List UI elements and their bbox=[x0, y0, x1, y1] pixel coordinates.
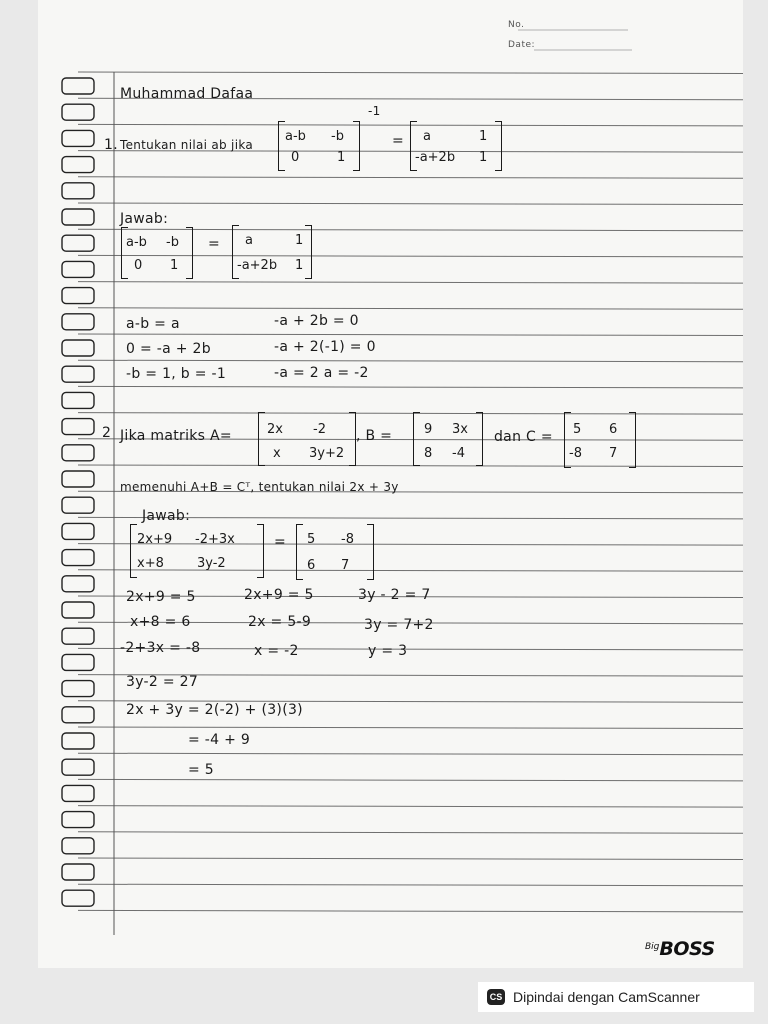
problem1-answer-equals: = bbox=[208, 236, 221, 252]
p1-step-right-1: -a + 2b = 0 bbox=[274, 313, 359, 329]
problem1-matrix-right bbox=[410, 121, 502, 171]
bigboss-logo bbox=[645, 938, 715, 960]
ruled-line bbox=[78, 360, 743, 362]
ruled-line bbox=[78, 413, 743, 415]
p2-step-c1-4: 3y-2 = 27 bbox=[126, 674, 199, 690]
problem1-answer-label: Jawab: bbox=[120, 211, 169, 227]
ruled-line bbox=[78, 884, 743, 886]
ruled-line bbox=[78, 72, 743, 74]
problem2-answer-label: Jawab: bbox=[142, 508, 191, 524]
binding-hole bbox=[62, 785, 94, 801]
binding-hole bbox=[62, 392, 94, 408]
problem2-prompt-line2: memenuhi A+B = Cᵀ, tentukan nilai 2x + 3y bbox=[120, 480, 399, 494]
ruled-line bbox=[78, 203, 743, 205]
matrix-cell: 6 bbox=[307, 558, 316, 573]
problem1-exponent: -1 bbox=[368, 104, 381, 118]
matrix-cell: -2 bbox=[313, 422, 326, 437]
p2-step-c1-2: x+8 = 6 bbox=[130, 614, 191, 630]
brand-small: Big bbox=[645, 942, 660, 952]
binding-hole bbox=[62, 104, 94, 120]
matrix-cell: -4 bbox=[452, 446, 465, 461]
problem2-b-label: , B = bbox=[356, 428, 393, 444]
binding-hole bbox=[62, 183, 94, 199]
no-label: No. bbox=[508, 20, 525, 30]
notebook-page bbox=[38, 0, 743, 968]
problem1-answer-matrix-left bbox=[121, 227, 193, 279]
matrix-cell: a-b bbox=[285, 129, 306, 144]
binding-hole bbox=[62, 681, 94, 697]
binding-hole bbox=[62, 707, 94, 723]
p1-step-right-2: -a + 2(-1) = 0 bbox=[274, 339, 376, 355]
p2-step-c2-2: 2x = 5-9 bbox=[248, 614, 312, 630]
matrix-cell: -b bbox=[166, 235, 179, 250]
matrix-cell: -2+3x bbox=[195, 532, 235, 547]
binding-hole bbox=[62, 523, 94, 539]
binding-hole bbox=[62, 419, 94, 435]
matrix-cell: 7 bbox=[609, 446, 618, 461]
p2-step-c1-1: 2x+9 = 5 bbox=[126, 589, 196, 605]
binding-hole bbox=[62, 759, 94, 775]
matrix-cell: -a+2b bbox=[415, 150, 456, 165]
ruled-line bbox=[78, 753, 743, 755]
matrix-cell: 1 bbox=[479, 150, 488, 165]
p1-step-left-1: a-b = a bbox=[126, 316, 180, 332]
p2-final-line-1: 2x + 3y = 2(-2) + (3)(3) bbox=[126, 702, 303, 718]
binding-hole bbox=[62, 130, 94, 146]
ruled-line bbox=[78, 910, 743, 912]
binding-hole bbox=[62, 261, 94, 277]
binding-hole bbox=[62, 890, 94, 906]
binding-hole bbox=[62, 812, 94, 828]
ruled-line bbox=[78, 832, 743, 834]
problem1-matrix-left bbox=[278, 121, 360, 171]
brand-large: BOSS bbox=[659, 938, 715, 960]
p2-final-line-3: = 5 bbox=[188, 762, 214, 778]
problem2-c-label: dan C = bbox=[494, 429, 553, 445]
matrix-cell: x+8 bbox=[137, 556, 164, 571]
matrix-cell: 7 bbox=[341, 558, 350, 573]
matrix-cell: 5 bbox=[307, 532, 316, 547]
matrix-cell: 1 bbox=[170, 258, 179, 273]
matrix-cell: x bbox=[273, 446, 281, 461]
binding-hole bbox=[62, 628, 94, 644]
matrix-cell: 1 bbox=[337, 150, 346, 165]
problem1-number: 1. bbox=[104, 137, 118, 153]
p2-step-c2-3: x = -2 bbox=[254, 643, 299, 659]
ruled-line bbox=[78, 308, 743, 310]
binding-hole bbox=[62, 838, 94, 854]
matrix-cell: 2x bbox=[267, 422, 283, 437]
ruled-line bbox=[78, 858, 743, 860]
binding-hole bbox=[62, 209, 94, 225]
problem2-number: 2 bbox=[102, 425, 112, 441]
ruled-line bbox=[78, 465, 743, 467]
problem1-answer-matrix-right bbox=[232, 225, 312, 279]
problem2-answer-equals: = bbox=[274, 534, 287, 550]
binding-hole bbox=[62, 235, 94, 251]
ruled-line bbox=[78, 727, 743, 729]
problem1-prompt: Tentukan nilai ab jika bbox=[120, 138, 254, 152]
p1-step-left-3: -b = 1, b = -1 bbox=[126, 366, 227, 382]
binding-hole bbox=[62, 497, 94, 513]
binding-hole bbox=[62, 340, 94, 356]
matrix-cell: 3x bbox=[452, 422, 468, 437]
binding-hole bbox=[62, 314, 94, 330]
camscanner-icon: CS bbox=[487, 989, 505, 1005]
binding-hole bbox=[62, 157, 94, 173]
matrix-cell: 1 bbox=[295, 258, 304, 273]
problem2-prompt-prefix: Jika matriks A= bbox=[120, 428, 232, 444]
p2-final-line-2: = -4 + 9 bbox=[188, 732, 251, 748]
binding-hole bbox=[62, 445, 94, 461]
matrix-cell: 1 bbox=[295, 233, 304, 248]
p1-step-right-3: -a = 2 a = -2 bbox=[274, 365, 369, 381]
p2-step-c3-3: y = 3 bbox=[368, 643, 408, 659]
ruled-line bbox=[78, 386, 743, 388]
binding-hole bbox=[62, 366, 94, 382]
date-label: Date: bbox=[508, 40, 536, 50]
binding-hole bbox=[62, 602, 94, 618]
ruled-line bbox=[78, 806, 743, 808]
p2-step-c3-2: 3y = 7+2 bbox=[364, 617, 434, 633]
matrix-cell: 9 bbox=[424, 422, 433, 437]
matrix-cell: 0 bbox=[134, 258, 143, 273]
camscanner-watermark bbox=[478, 982, 754, 1012]
p2-step-c3-1: 3y - 2 = 7 bbox=[358, 587, 431, 603]
problem2-answer-matrix-left bbox=[130, 524, 264, 578]
ruled-line bbox=[78, 779, 743, 781]
matrix-cell: 1 bbox=[479, 129, 488, 144]
binding-hole bbox=[62, 78, 94, 94]
ruled-line bbox=[78, 334, 743, 336]
matrix-cell: a-b bbox=[126, 235, 147, 250]
ruled-line bbox=[78, 282, 743, 284]
binding-hole bbox=[62, 864, 94, 880]
matrix-cell: 0 bbox=[291, 150, 300, 165]
matrix-a bbox=[258, 412, 356, 466]
binding-hole bbox=[62, 288, 94, 304]
matrix-cell: 8 bbox=[424, 446, 433, 461]
p1-step-left-2: 0 = -a + 2b bbox=[126, 341, 211, 357]
matrix-cell: a bbox=[423, 129, 431, 144]
matrix-cell: -8 bbox=[341, 532, 354, 547]
p2-step-c2-1: 2x+9 = 5 bbox=[244, 587, 314, 603]
matrix-cell: 3y+2 bbox=[309, 446, 345, 461]
binding-hole bbox=[62, 471, 94, 487]
matrix-cell: -8 bbox=[569, 446, 582, 461]
matrix-cell: 2x+9 bbox=[137, 532, 173, 547]
matrix-cell: 5 bbox=[573, 422, 582, 437]
binding-hole bbox=[62, 654, 94, 670]
binding-hole bbox=[62, 576, 94, 592]
binding-hole bbox=[62, 550, 94, 566]
matrix-c bbox=[564, 412, 636, 468]
ruled-line bbox=[78, 177, 743, 179]
binding-hole bbox=[62, 733, 94, 749]
matrix-cell: 3y-2 bbox=[197, 556, 226, 571]
problem2-answer-matrix-right bbox=[296, 524, 374, 580]
matrix-cell: -b bbox=[331, 129, 344, 144]
matrix-cell: a bbox=[245, 233, 253, 248]
matrix-b bbox=[413, 412, 483, 466]
problem1-equals: = bbox=[392, 133, 405, 149]
matrix-cell: 6 bbox=[609, 422, 618, 437]
student-name: Muhammad Dafaa bbox=[120, 86, 254, 102]
matrix-cell: -a+2b bbox=[237, 258, 278, 273]
watermark-text: Dipindai dengan CamScanner bbox=[513, 989, 700, 1005]
p2-step-c1-3: -2+3x = -8 bbox=[120, 640, 201, 656]
